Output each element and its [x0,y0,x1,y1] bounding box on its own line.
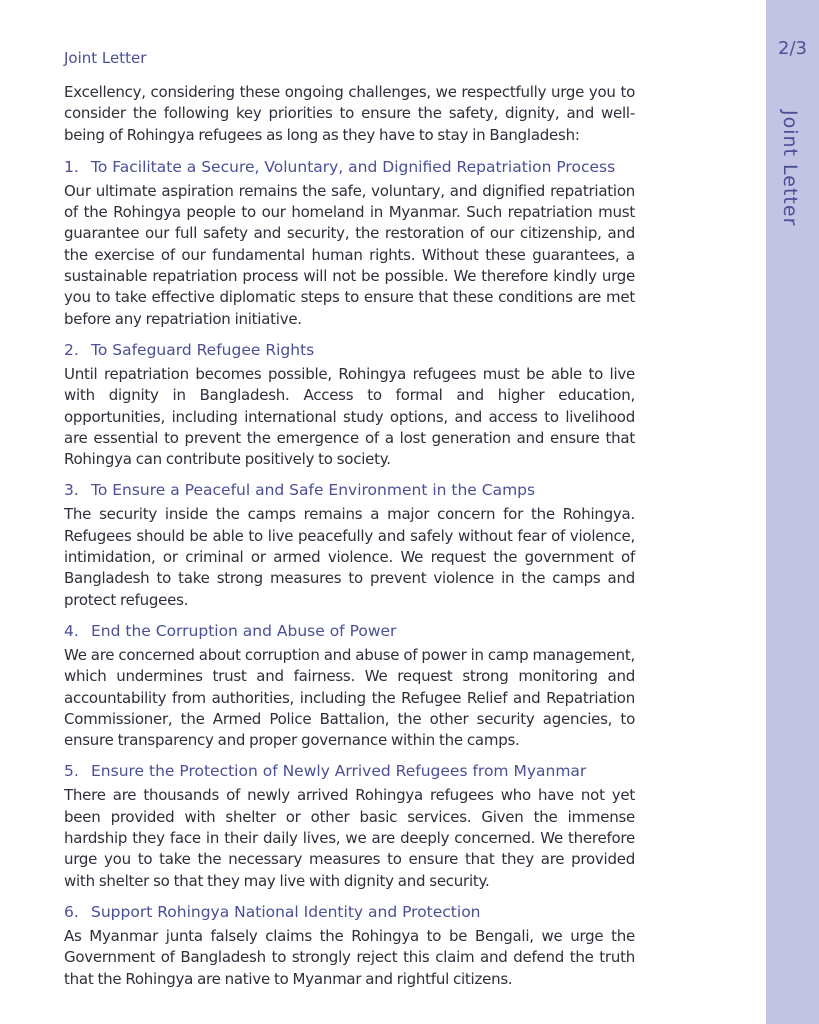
section-heading [64,479,635,501]
section-number: 4. [64,621,79,640]
section-heading-text: To Safeguard Refugee Rights [91,340,315,359]
intro-paragraph: Excellency, considering these ongoing challenges, we respectfully urge you to consider the following key priorities to ensure the safety, dignity, and well-being of Rohingya refugees as long as they have to stay in Bangladesh: [64,83,635,144]
section-body: Until repatriation becomes possible, Rohingya refugees must be able to live with dignity in Bangladesh. Access to formal and higher education, opportunities, including international study options, and access to livelihood are essential to prevent the emergence of a lost generation and ensure that Rohingya can contribute positively to society. [64,364,635,469]
letter-content [64,44,635,999]
section-body: We are concerned about corruption and abuse of power in camp management, which undermines trust and fairness. We request strong monitoring and accountability from authorities, including the Refugee Relief and Repatriation Commissioner, the Armed Police Battalion, the other security agencies, to ensure transparency and proper governance within the camps. [64,645,635,750]
section-number: 5. [64,762,79,781]
section-heading-text: End the Corruption and Abuse of Power [91,621,397,640]
section-national-identity [64,901,635,990]
section-number: 1. [64,157,79,176]
section-safe-environment [64,479,635,610]
section-heading [64,901,635,923]
section-body: The security inside the camps remains a major concern for the Rohingya. Refugees should be able to live peacefully and safely without fear of violence, intimidation, or criminal or armed violence. We request the government of Bangladesh to take strong measures to prevent violence in the camps and protect refugees. [64,505,635,609]
section-body: As Myanmar junta falsely claims the Rohingya to be Bengali, we urge the Government of Bangladesh to strongly reject this claim and defend the truth that the Rohingya are native to Myanmar and rightful citizens. [64,926,635,988]
section-body: There are thousands of newly arrived Rohingya refugees who have not yet been provided with shelter or other basic services. Given the immense hardship they face in their daily lives, we are deeply concerned. We therefore urge you to take the necessary measures to ensure that they are provided with shelter so that they may live with dignity and security. [64,786,635,890]
section-body: Our ultimate aspiration remains the safe, voluntary, and dignified repatriation of the Rohingya people to our homeland in Myanmar. Such repatriation must guarantee our full safety and security, the restoration of our citizenship, and the exercise of our fundamental human rights. Without these guarantees, a sustainable repatriation process will not be possible. We therefore kindly urge you to take effective diplomatic steps to ensure that these conditions are met before any repatriation initiative. [64,181,635,328]
section-number: 6. [64,902,79,921]
section-number: 2. [64,340,79,359]
page-title: Joint Letter [64,49,147,67]
sidebar-band [766,0,819,1024]
section-heading [64,339,635,361]
section-heading [64,760,635,782]
section-heading-text: Ensure the Protection of Newly Arrived Refugees from Myanmar [91,762,587,781]
section-corruption [64,620,635,751]
page-number: 2/3 [778,38,807,59]
section-number: 3. [64,481,79,500]
section-heading-text: To Facilitate a Secure, Voluntary, and Dignified Repatriation Process [91,157,616,176]
section-heading [64,620,635,642]
section-new-arrivals [64,760,635,891]
section-heading-text: Support Rohingya National Identity and Protection [91,902,481,921]
section-heading-text: To Ensure a Peaceful and Safe Environment in the Camps [91,481,536,500]
section-repatriation [64,156,635,330]
section-refugee-rights [64,339,635,470]
sidebar-title: Joint Letter [779,110,801,227]
section-heading [64,156,635,178]
